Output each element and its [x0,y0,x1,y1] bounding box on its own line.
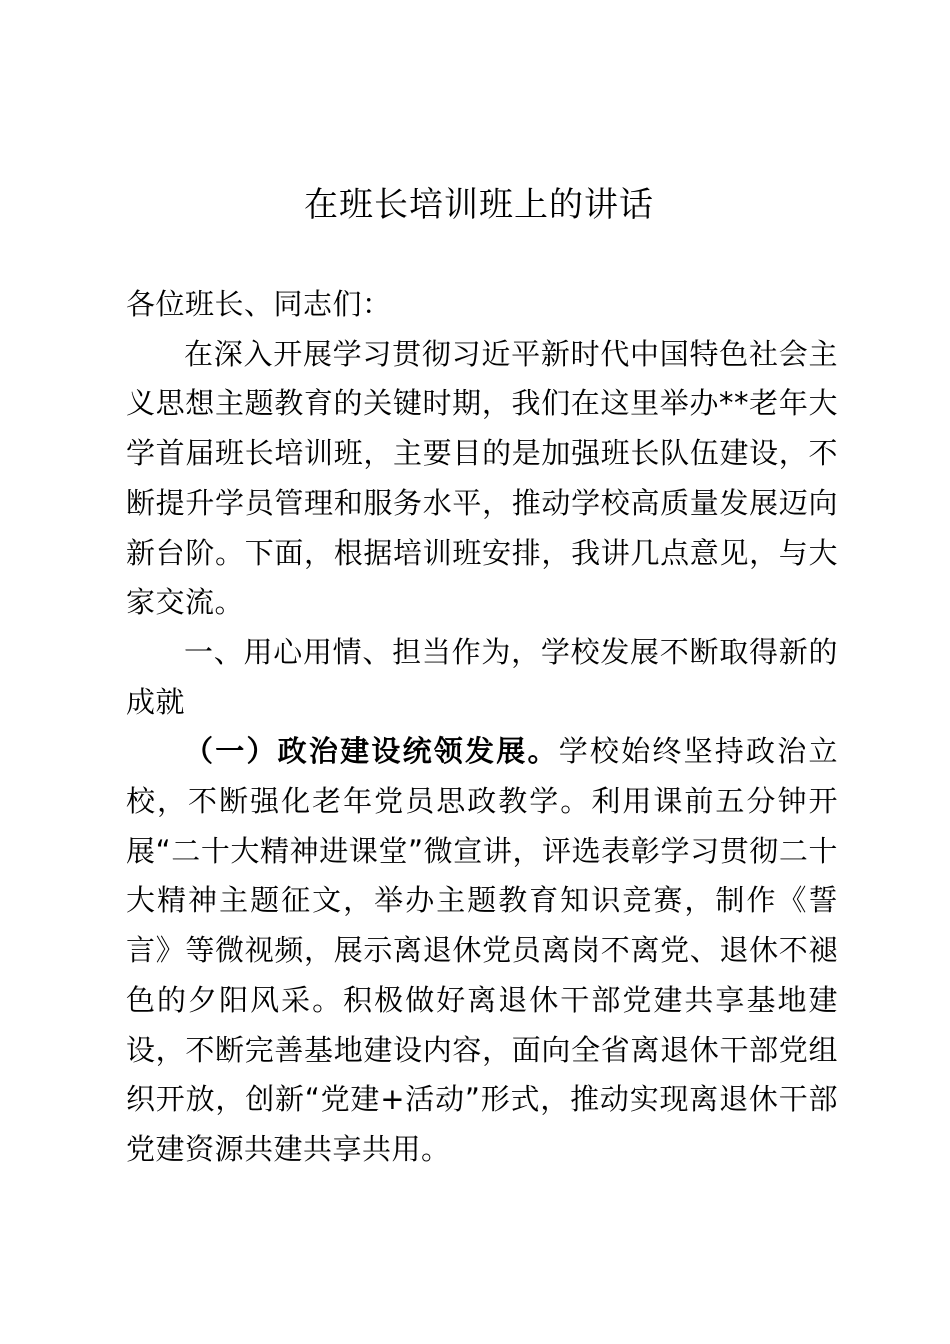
section-heading: 一、用心用情、担当作为，学校发展不断取得新的成就 [126,634,838,719]
document-title: 在班长培训班上的讲话 [304,185,654,225]
subsection-body: 学校始终坚持政治立校，不断强化老年党员思政教学。利用课前五分钟开展“二十大精神进课堂”微宣讲，评选表彰学习贯彻二十大精神主题征文，举办主题教育知识竞赛，制作《誓言》等微视频，展示离退休党员离岗不离党、退休不褪色的夕阳风采。积极做好离退休干部党建共享基地建设，不断完善基地建设内容，面向全省离退休干部党组织开放，创新“党建+活动”形式，推动实现离退休干部党建资源共建共享共用。 [126,734,838,1166]
subsection-heading: （一）政治建设统领发展。 [184,734,559,769]
intro-paragraph: 在深入开展学习贯彻习近平新时代中国特色社会主义思想主题教育的关键时期，我们在这里举办**老年大学首届班长培训班，主要目的是加强班长队伍建设，不断提升学员管理和服务水平，推动学校高质量发展迈向新台阶。下面，根据培训班安排，我讲几点意见，与大家交流。 [126,336,838,620]
subsection-paragraph [126,727,838,1174]
salutation: 各位班长、同志们： [126,287,392,321]
document-body [126,280,838,1175]
